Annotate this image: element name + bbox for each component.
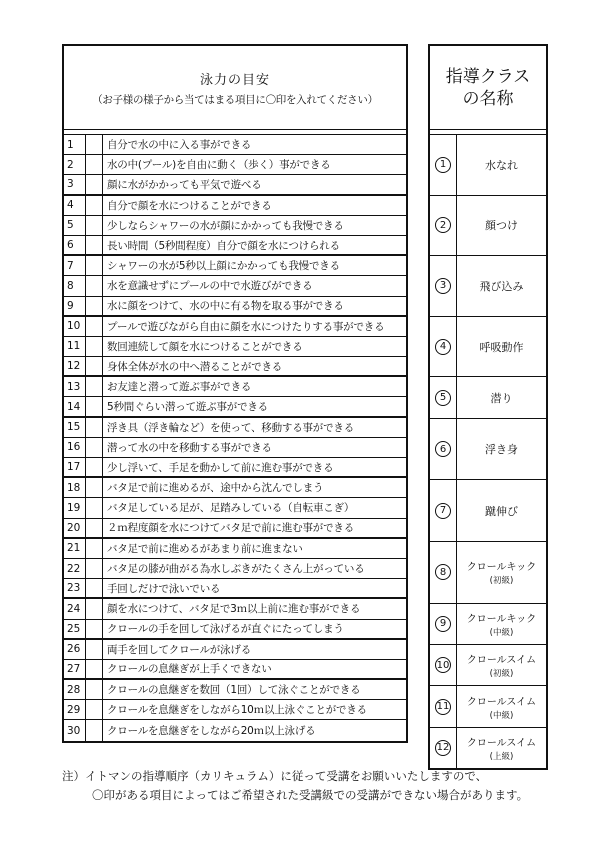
class-name: 浮き身 (485, 443, 518, 457)
circled-number: 4 (435, 339, 451, 355)
class-name-cell (457, 542, 546, 603)
check-box[interactable] (86, 256, 103, 275)
check-box[interactable] (86, 599, 103, 618)
class-name: 呼吸動作 (479, 340, 524, 354)
checklist-header (64, 46, 406, 130)
item-number: 5 (64, 216, 86, 235)
class-name: クロールキック (466, 613, 537, 625)
class-name-cell (457, 256, 546, 316)
class-row (430, 645, 546, 686)
class-number-cell (430, 728, 457, 768)
item-number: 1 (64, 135, 86, 154)
item-text: 少しならシャワーの水が顔にかかっても我慢できる (107, 219, 344, 232)
checklist-rows (64, 135, 406, 741)
class-row (430, 135, 546, 196)
item-number: 14 (64, 397, 86, 415)
checklist-row (64, 700, 406, 720)
item-text: 顔に水がかかっても平気で遊べる (107, 178, 262, 191)
class-name-cell (457, 645, 546, 685)
item-text: 顔を水につけて、バタ足で3ｍ以上前に進む事ができる (107, 603, 361, 616)
circled-number: 7 (435, 503, 451, 519)
checklist-row (64, 620, 406, 640)
item-number: 26 (64, 640, 86, 659)
class-number-cell (430, 256, 457, 316)
item-number: 30 (64, 720, 86, 740)
item-text: お友達と潜って遊ぶ事ができる (107, 381, 252, 394)
item-text: 手回しだけで泳いでいる (107, 582, 221, 595)
checklist-row (64, 640, 406, 660)
class-name-cell (457, 196, 546, 256)
class-row (430, 256, 546, 317)
check-box[interactable] (86, 276, 103, 295)
item-number: 3 (64, 175, 86, 193)
item-number: 21 (64, 539, 86, 558)
check-box[interactable] (86, 458, 103, 476)
item-number: 25 (64, 620, 86, 638)
class-name-cell (457, 604, 546, 644)
note (62, 767, 562, 805)
item-number: 23 (64, 579, 86, 597)
checklist-row (64, 498, 406, 518)
item-number: 11 (64, 337, 86, 356)
class-row (430, 604, 546, 645)
item-text: 浮き具（浮き輪など）を使って、移動する事ができる (107, 421, 354, 434)
class-name: 蹴伸び (485, 504, 518, 518)
item-number: 28 (64, 680, 86, 699)
checklist-row (64, 418, 406, 438)
circled-number: 10 (435, 657, 451, 673)
checklist-row (64, 175, 406, 195)
checklist-row (64, 337, 406, 357)
item-number: 13 (64, 377, 86, 396)
class-name-table (428, 44, 548, 770)
class-row (430, 542, 546, 604)
class-row (430, 196, 546, 257)
item-number: 16 (64, 438, 86, 457)
checklist-row (64, 397, 406, 417)
item-text: バタ足で前に進めるが、途中から沈んでしまう (107, 482, 324, 495)
class-name-cell (457, 317, 546, 377)
check-box[interactable] (86, 175, 103, 193)
check-box[interactable] (86, 216, 103, 235)
check-box[interactable] (86, 155, 103, 174)
check-box[interactable] (86, 438, 103, 457)
class-name-cell (457, 728, 546, 768)
checklist-row (64, 155, 406, 175)
item-text: 長い時間（5秒間程度）自分で顔を水につけられる (107, 239, 340, 252)
item-text: 身体全体が水の中へ潜ることができる (107, 360, 283, 373)
class-name-cell (457, 377, 546, 417)
swimming-ability-checklist (62, 44, 408, 743)
checklist-row (64, 680, 406, 700)
checklist-row (64, 438, 406, 458)
checklist-title: 泳力の目安 (199, 72, 270, 88)
class-row (430, 480, 546, 542)
checklist-row (64, 458, 406, 478)
class-name: クロールスイム (466, 696, 537, 708)
item-number: 7 (64, 256, 86, 275)
class-number-cell (430, 480, 457, 541)
class-name: 水なれ (485, 158, 518, 172)
class-row (430, 419, 546, 481)
item-number: 22 (64, 559, 86, 578)
check-box[interactable] (86, 519, 103, 537)
checklist-row (64, 377, 406, 397)
class-number-cell (430, 135, 457, 195)
circled-number: 9 (435, 616, 451, 632)
checklist-row (64, 539, 406, 559)
class-level: (中級) (489, 710, 514, 721)
item-number: 9 (64, 297, 86, 315)
check-box[interactable] (86, 680, 103, 699)
check-box[interactable] (86, 236, 103, 254)
class-number-cell (430, 542, 457, 603)
circled-number: 11 (435, 699, 451, 715)
class-number-cell (430, 645, 457, 685)
item-text: 水を意識せずにプールの中で水遊びができる (107, 280, 313, 293)
checklist-row (64, 135, 406, 155)
class-name: クロールキック (466, 562, 537, 574)
class-number-cell (430, 604, 457, 644)
check-box[interactable] (86, 337, 103, 356)
item-text: 少し浮いて、手足を動かして前に進む事ができる (107, 461, 334, 474)
check-box[interactable] (86, 579, 103, 597)
check-box[interactable] (86, 478, 103, 497)
item-text: クロールの息継ぎを数回（1回）して泳ぐことができる (107, 684, 361, 697)
checklist-row (64, 519, 406, 539)
check-box[interactable] (86, 498, 103, 517)
checklist-row (64, 216, 406, 236)
item-text: バタ足で前に進めるがあまり前に進まない (107, 542, 303, 555)
item-text: バタ足の膝が曲がる為水しぶきがたくさん上がっている (107, 563, 365, 576)
item-number: 18 (64, 478, 86, 497)
item-number: 15 (64, 418, 86, 437)
circled-number: 3 (435, 278, 451, 294)
check-box[interactable] (86, 377, 103, 396)
item-text: クロールを息継ぎをしながら20ｍ以上泳げる (107, 725, 316, 738)
class-level: (初級) (489, 576, 514, 587)
checklist-row (64, 357, 406, 377)
class-header-line1: 指導クラス (445, 66, 531, 87)
check-box[interactable] (86, 196, 103, 215)
item-text: ２ｍ程度顔を水につけてバタ足で前に進む事ができる (107, 522, 354, 535)
check-box[interactable] (86, 397, 103, 415)
circled-number: 2 (435, 217, 451, 233)
checklist-row (64, 236, 406, 256)
item-number: 17 (64, 458, 86, 476)
checklist-row (64, 478, 406, 498)
class-name: 飛び込み (479, 279, 524, 293)
item-text: バタ足している足が、足踏みしている（自転車こぎ） (107, 502, 355, 515)
item-number: 27 (64, 660, 86, 678)
item-text: 5秒間ぐらい潜って遊ぶ事ができる (107, 401, 268, 414)
item-number: 24 (64, 599, 86, 618)
note-line2: 〇印がある項目によってはご希望された受講級での受講ができない場合があります。 (92, 788, 529, 802)
item-number: 20 (64, 519, 86, 537)
check-box[interactable] (86, 559, 103, 578)
class-row (430, 377, 546, 418)
checklist-row (64, 599, 406, 619)
item-text: 水の中(プール)を自由に動く（歩く）事ができる (107, 159, 331, 172)
checklist-row (64, 196, 406, 216)
class-name-cell (457, 686, 546, 726)
class-level: (上級) (489, 751, 514, 762)
class-name: 顔つけ (485, 219, 518, 233)
item-text: 水に顔をつけて、水の中に有る物を取る事ができる (107, 300, 344, 313)
item-text: クロールを息継ぎをしながら10ｍ以上泳ぐことができる (107, 704, 367, 717)
check-box[interactable] (86, 640, 103, 659)
check-box[interactable] (86, 720, 103, 740)
class-number-cell (430, 419, 457, 480)
item-number: 12 (64, 357, 86, 375)
circled-number: 5 (435, 390, 451, 406)
class-name: クロールスイム (466, 655, 537, 667)
item-text: クロールの息継ぎが上手くできない (107, 663, 272, 676)
check-box[interactable] (86, 660, 103, 678)
class-name-cell (457, 419, 546, 480)
check-box[interactable] (86, 700, 103, 719)
check-box[interactable] (86, 418, 103, 437)
class-number-cell (430, 196, 457, 256)
item-number: 8 (64, 276, 86, 295)
class-number-cell (430, 317, 457, 377)
checklist-row (64, 317, 406, 337)
item-number: 2 (64, 155, 86, 174)
check-box[interactable] (86, 135, 103, 154)
item-text: プールで遊びながら自由に顔を水につけたりする事ができる (107, 320, 385, 333)
circled-number: 1 (435, 157, 451, 173)
checklist-subtitle: （お子様の様子から当てはまる項目に〇印を入れてください） (92, 93, 378, 106)
item-text: シャワーの水が5秒以上顔にかかっても我慢できる (107, 260, 340, 273)
checklist-row (64, 579, 406, 599)
item-text: 潜って水の中を移動する事ができる (107, 441, 272, 454)
check-box[interactable] (86, 620, 103, 638)
circled-number: 12 (435, 740, 451, 756)
class-rows (430, 135, 546, 768)
checklist-row (64, 297, 406, 317)
note-line1: 注）イトマンの指導順序（カリキュラム）に従って受講をお願いいたしますので、 (62, 769, 488, 783)
item-number: 10 (64, 317, 86, 336)
class-name: 潜り (490, 391, 513, 405)
class-row (430, 728, 546, 768)
class-number-cell (430, 686, 457, 726)
class-number-cell (430, 377, 457, 417)
class-level: (初級) (489, 669, 514, 680)
class-row (430, 317, 546, 378)
item-number: 4 (64, 196, 86, 215)
check-box[interactable] (86, 317, 103, 336)
item-text: クロールの手を回して泳げるが直ぐにたってしまう (107, 623, 344, 636)
class-row (430, 686, 546, 727)
item-text: 数回連続して顔を水につけることができる (107, 340, 303, 353)
class-name-cell (457, 135, 546, 195)
item-number: 29 (64, 700, 86, 719)
check-box[interactable] (86, 539, 103, 558)
class-header-line2: の名称 (462, 88, 514, 109)
checklist-row (64, 276, 406, 296)
checklist-row (64, 720, 406, 740)
class-name-cell (457, 480, 546, 541)
check-box[interactable] (86, 357, 103, 375)
check-box[interactable] (86, 297, 103, 315)
item-text: 両手を回してクロールが泳げる (107, 643, 251, 656)
checklist-row (64, 660, 406, 680)
item-text: 自分で顔を水につけることができる (107, 199, 272, 212)
checklist-row (64, 559, 406, 579)
item-number: 19 (64, 498, 86, 517)
item-number: 6 (64, 236, 86, 254)
circled-number: 6 (435, 441, 451, 457)
item-text: 自分で水の中に入る事ができる (107, 139, 252, 152)
class-name: クロールスイム (466, 737, 537, 749)
checklist-row (64, 256, 406, 276)
class-level: (中級) (489, 627, 514, 638)
class-table-header (430, 46, 546, 130)
circled-number: 8 (435, 564, 451, 580)
